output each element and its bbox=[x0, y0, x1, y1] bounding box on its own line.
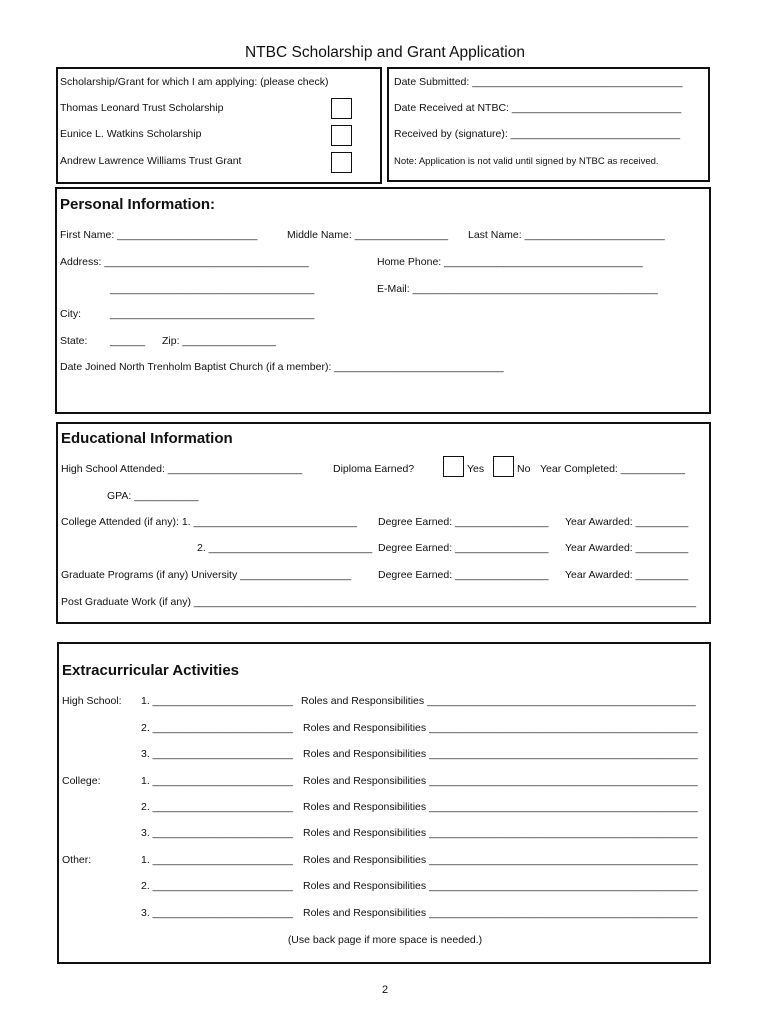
state-label: State: bbox=[60, 335, 88, 347]
middle-name-field[interactable]: Middle Name: ________________ bbox=[287, 229, 449, 241]
city-label: City: bbox=[60, 308, 81, 320]
page-title: NTBC Scholarship and Grant Application bbox=[244, 44, 525, 61]
high-school-roles-3[interactable]: Roles and Responsibilities ______________________________________________ bbox=[303, 748, 698, 760]
college-roles-1[interactable]: Roles and Responsibilities ______________________________________________ bbox=[303, 775, 698, 787]
high-school-field[interactable]: High School Attended: _______________________ bbox=[61, 463, 303, 475]
graduate-university-field[interactable]: Graduate Programs (if any) University ___________________ bbox=[61, 569, 352, 581]
validity-note: Note: Application is not valid until signed by NTBC as received. bbox=[394, 156, 659, 167]
group-label-other: Other: bbox=[62, 854, 92, 866]
checkbox-diploma-no[interactable] bbox=[493, 456, 514, 477]
high-school-roles-2[interactable]: Roles and Responsibilities ______________________________________________ bbox=[303, 722, 698, 734]
group-label-college: College: bbox=[62, 775, 101, 787]
extracurricular-heading: Extracurricular Activities bbox=[62, 662, 240, 679]
scholarship-option-andrew-williams: Andrew Lawrence Williams Trust Grant bbox=[60, 155, 242, 167]
other-activity-1[interactable]: 1. ________________________ bbox=[141, 854, 293, 866]
scholarship-option-eunice-watkins: Eunice L. Watkins Scholarship bbox=[60, 128, 202, 140]
high-school-activity-1[interactable]: 1. ________________________ bbox=[141, 695, 293, 707]
college-activity-1[interactable]: 1. ________________________ bbox=[141, 775, 293, 787]
college-2-year-field[interactable]: Year Awarded: _________ bbox=[565, 542, 689, 554]
last-name-field[interactable]: Last Name: ________________________ bbox=[468, 229, 665, 241]
college-activity-2[interactable]: 2. ________________________ bbox=[141, 801, 293, 813]
date-joined-field[interactable]: Date Joined North Trenholm Baptist Church (if a member): _____________________________ bbox=[60, 361, 504, 373]
high-school-activity-2[interactable]: 2. ________________________ bbox=[141, 722, 293, 734]
college-1-year-field[interactable]: Year Awarded: _________ bbox=[565, 516, 689, 528]
educational-information-heading: Educational Information bbox=[61, 430, 233, 447]
college-2-field[interactable]: 2. ____________________________ bbox=[197, 542, 373, 554]
diploma-no-label: No bbox=[517, 463, 531, 475]
college-roles-3[interactable]: Roles and Responsibilities ______________________________________________ bbox=[303, 827, 698, 839]
scholarship-option-thomas-leonard: Thomas Leonard Trust Scholarship bbox=[60, 102, 224, 114]
other-roles-2[interactable]: Roles and Responsibilities ______________________________________________ bbox=[303, 880, 698, 892]
post-graduate-field[interactable]: Post Graduate Work (if any) ______________________________________________________________________________________ bbox=[61, 596, 697, 608]
first-name-field[interactable]: First Name: ________________________ bbox=[60, 229, 258, 241]
checkbox-eunice-watkins[interactable] bbox=[331, 125, 352, 146]
high-school-roles-1[interactable]: Roles and Responsibilities ______________________________________________ bbox=[301, 695, 696, 707]
high-school-activity-3[interactable]: 3. ________________________ bbox=[141, 748, 293, 760]
group-label-high-school: High School: bbox=[62, 695, 122, 707]
scholarship-prompt: Scholarship/Grant for which I am applying: (please check) bbox=[60, 76, 329, 88]
other-roles-3[interactable]: Roles and Responsibilities ______________________________________________ bbox=[303, 907, 698, 919]
city-field[interactable]: ___________________________________ bbox=[110, 308, 315, 320]
college-activity-3[interactable]: 3. ________________________ bbox=[141, 827, 293, 839]
other-activity-2[interactable]: 2. ________________________ bbox=[141, 880, 293, 892]
other-activity-3[interactable]: 3. ________________________ bbox=[141, 907, 293, 919]
year-completed-field[interactable]: Year Completed: ___________ bbox=[540, 463, 685, 475]
date-received-field[interactable]: Date Received at NTBC: _____________________________ bbox=[394, 102, 682, 114]
address-line2-field[interactable]: ___________________________________ bbox=[110, 283, 315, 295]
other-roles-1[interactable]: Roles and Responsibilities ______________________________________________ bbox=[303, 854, 698, 866]
diploma-yes-label: Yes bbox=[467, 463, 485, 475]
graduate-year-field[interactable]: Year Awarded: _________ bbox=[565, 569, 689, 581]
received-by-field[interactable]: Received by (signature): _____________________________ bbox=[394, 128, 681, 140]
checkbox-andrew-williams[interactable] bbox=[331, 152, 352, 173]
date-submitted-field[interactable]: Date Submitted: ____________________________________ bbox=[394, 76, 683, 88]
college-1-field[interactable]: College Attended (if any): 1. ____________________________ bbox=[61, 516, 358, 528]
checkbox-thomas-leonard[interactable] bbox=[331, 98, 352, 119]
graduate-degree-field[interactable]: Degree Earned: ________________ bbox=[378, 569, 549, 581]
college-1-degree-field[interactable]: Degree Earned: ________________ bbox=[378, 516, 549, 528]
state-field[interactable]: ______ bbox=[110, 335, 146, 347]
personal-information-heading: Personal Information: bbox=[60, 196, 216, 213]
home-phone-field[interactable]: Home Phone: __________________________________ bbox=[377, 256, 643, 268]
college-roles-2[interactable]: Roles and Responsibilities ______________________________________________ bbox=[303, 801, 698, 813]
email-field[interactable]: E-Mail: __________________________________________ bbox=[377, 283, 658, 295]
college-2-degree-field[interactable]: Degree Earned: ________________ bbox=[378, 542, 549, 554]
checkbox-diploma-yes[interactable] bbox=[443, 456, 464, 477]
page-number: 2 bbox=[381, 984, 389, 996]
gpa-field[interactable]: GPA: ___________ bbox=[107, 490, 199, 502]
diploma-label: Diploma Earned? bbox=[333, 463, 415, 475]
back-page-note: (Use back page if more space is needed.) bbox=[287, 934, 483, 946]
zip-field[interactable]: Zip: ________________ bbox=[162, 335, 276, 347]
address-field[interactable]: Address: ___________________________________ bbox=[60, 256, 309, 268]
personal-information-section bbox=[55, 187, 711, 414]
